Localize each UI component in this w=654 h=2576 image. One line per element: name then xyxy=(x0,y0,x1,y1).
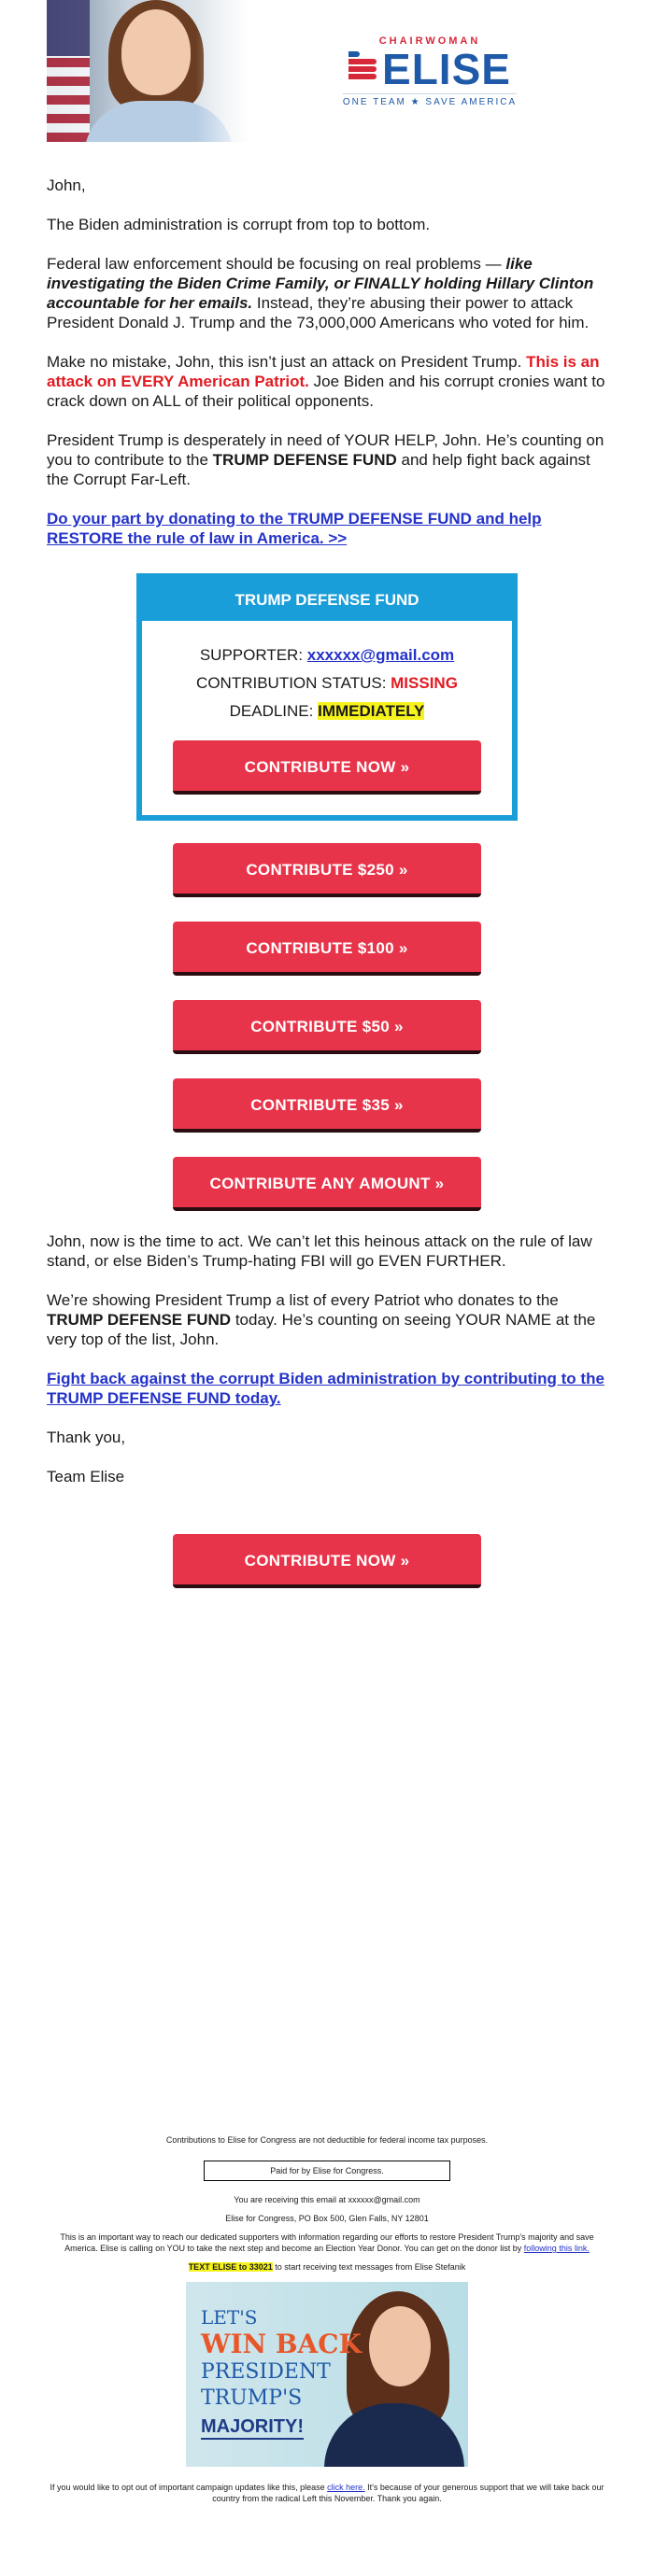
donor-notice-text: This is an important way to reach our dedicated supporters with information regarding our efforts to restore President Trump's majority and save America. Elise is calling on YOU to take the next step and become an Election Year Donor. You can get on the donor list by xyxy=(60,2232,594,2253)
photo-face xyxy=(121,9,191,95)
contribute-100-button[interactable]: CONTRIBUTE $100 » xyxy=(173,922,481,976)
signoff: Thank you, xyxy=(47,1429,126,1446)
opt-out-notice xyxy=(47,2482,607,2504)
link-paragraph-2 xyxy=(47,1369,607,1408)
p6-emphasis: TRUMP DEFENSE FUND xyxy=(47,1311,232,1329)
paragraph-3 xyxy=(47,352,607,411)
p3-text-a: Make no mistake, John, this isn’t just an attack on President Trump. xyxy=(47,353,527,371)
p2-text-c: Instead, they’re abusing their power to attack President Donald J. Trump and the 73,000,000 Americans who voted for him. xyxy=(47,294,590,331)
opt-out-text-a: If you would like to opt out of important campaign updates like this, please xyxy=(50,2483,328,2492)
text-signup-keyword: TEXT ELISE to 33021 xyxy=(188,2262,273,2272)
flag-icon xyxy=(348,51,377,87)
deadline-value: IMMEDIATELY xyxy=(318,702,425,720)
status-label: CONTRIBUTION STATUS: xyxy=(196,674,391,692)
email-header xyxy=(47,0,607,142)
p2-text-a: Federal law enforcement should be focusing on real problems — xyxy=(47,255,506,273)
campaign-logo xyxy=(252,0,607,107)
p4-text-c: and help fight back against the Corrupt Far-Left. xyxy=(47,451,590,488)
donate-link-2[interactable]: Fight back against the corrupt Biden administration by contributing to the TRUMP DEFENSE FUND today. xyxy=(47,1370,604,1407)
final-contribute-now-button[interactable]: CONTRIBUTE NOW » xyxy=(173,1534,481,1588)
fund-box xyxy=(136,573,518,821)
p6-text-a: We’re showing President Trump a list of every Patriot who donates to the xyxy=(47,1291,559,1309)
email-container xyxy=(47,0,607,2503)
opt-out-text-b: It's because of your generous support that we will take back our country from the radical Left this November. Thank you again. xyxy=(212,2483,604,2503)
deadline-line xyxy=(142,697,512,725)
paragraph-1: The Biden administration is corrupt from top to bottom. xyxy=(47,216,431,233)
logo-top-text: CHAIRWOMAN xyxy=(378,35,481,47)
banner-line-3: PRESIDENT xyxy=(201,2360,331,2384)
candidate-photo xyxy=(47,0,252,142)
signature: Team Elise xyxy=(47,1468,125,1485)
p2-emphasis: like investigating the Biden Crime Family, or FINALLY holding Hillary Clinton accountable for her emails. xyxy=(47,255,594,312)
contribute-50-button[interactable]: CONTRIBUTE $50 » xyxy=(173,1000,481,1054)
tax-notice: Contributions to Elise for Congress are not deductible for federal income tax purposes. xyxy=(165,2135,489,2145)
contribute-now-button[interactable]: CONTRIBUTE NOW » xyxy=(173,740,481,795)
banner-photo-face xyxy=(369,2306,431,2386)
receiving-notice: You are receiving this email at xxxxxx@gmail.com xyxy=(234,2195,420,2204)
banner-line-5: MAJORITY! xyxy=(201,2416,304,2440)
logo-tagline: ONE TEAM ★ SAVE AMERICA xyxy=(343,93,517,107)
supporter-label: SUPPORTER: xyxy=(199,646,307,664)
paragraph-5: John, now is the time to act. We can’t let this heinous attack on the rule of law stand, or else Biden’s Trump-hating FBI will go EVEN FURTHER. xyxy=(47,1232,592,1270)
p4-text-a: President Trump is desperately in need of YOUR HELP, John. He’s counting on you to contribute to the xyxy=(47,431,604,469)
logo-main xyxy=(348,45,511,93)
email-footer xyxy=(47,2134,607,2504)
donate-link-1[interactable]: Do your part by donating to the TRUMP DEFENSE FUND and help RESTORE the rule of law in America. >> xyxy=(47,510,542,547)
photo-fade xyxy=(196,0,252,142)
text-signup xyxy=(47,2261,607,2273)
paragraph-6 xyxy=(47,1290,607,1349)
contribute-35-button[interactable]: CONTRIBUTE $35 » xyxy=(173,1078,481,1133)
donor-notice xyxy=(47,2231,607,2254)
banner-line-1: LET'S xyxy=(201,2306,258,2329)
fund-box-title: TRUMP DEFENSE FUND xyxy=(142,579,512,621)
paragraph-4 xyxy=(47,430,607,489)
logo-wordmark: ELISE xyxy=(382,45,511,93)
status-line xyxy=(142,669,512,697)
p4-emphasis: TRUMP DEFENSE FUND xyxy=(212,451,397,469)
fund-box-body xyxy=(142,621,512,815)
paragraph-2 xyxy=(47,254,607,332)
paid-for-wrap xyxy=(47,2161,607,2181)
mailing-address: Elise for Congress, PO Box 500, Glen Falls, NY 12801 xyxy=(225,2214,429,2223)
text-signup-rest: to start receiving text messages from Elise Stefanik xyxy=(272,2262,466,2272)
win-back-banner[interactable] xyxy=(186,2282,468,2467)
american-flag-image xyxy=(47,0,90,142)
opt-out-link[interactable]: click here. xyxy=(327,2483,365,2492)
supporter-line xyxy=(142,641,512,669)
banner-line-2: WIN BACK xyxy=(201,2329,362,2359)
deadline-label: DEADLINE: xyxy=(229,702,319,720)
contribute-any-amount-button[interactable]: CONTRIBUTE ANY AMOUNT » xyxy=(173,1157,481,1211)
p3-text-c: Joe Biden and his corrupt cronies want to crack down on ALL of their political opponents. xyxy=(47,373,605,410)
p3-emphasis: This is an attack on EVERY American Patriot. xyxy=(47,353,600,390)
banner-line-4: TRUMP'S xyxy=(201,2386,303,2410)
donor-list-link[interactable]: following this link. xyxy=(523,2244,590,2253)
link-paragraph-1 xyxy=(47,509,607,548)
p6-text-c: today. He’s counting on seeing YOUR NAME at the very top of the list, John. xyxy=(47,1311,596,1348)
paid-for-box: Paid for by Elise for Congress. xyxy=(204,2161,450,2181)
status-value: MISSING xyxy=(391,674,458,692)
greeting: John, xyxy=(47,176,86,194)
contribute-250-button[interactable]: CONTRIBUTE $250 » xyxy=(173,843,481,897)
supporter-email-link[interactable]: xxxxxx@gmail.com xyxy=(306,646,455,664)
